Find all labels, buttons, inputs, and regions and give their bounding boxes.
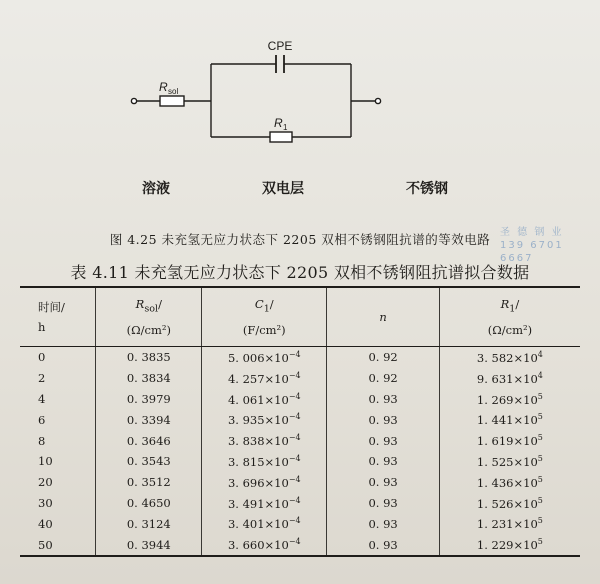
header-rsol: $R_{sol}/$ (Ω/cm²) xyxy=(96,287,202,347)
cell-r1: 1. $229\times 10^5$ xyxy=(439,534,580,556)
region-steel-label: 不锈钢 xyxy=(406,181,448,197)
cpe-label: CPE xyxy=(267,39,293,53)
cell-time: 4 xyxy=(38,391,46,406)
table-row xyxy=(20,409,580,430)
table-row xyxy=(20,534,580,556)
header-time: 时间/ h xyxy=(20,287,96,347)
table-header-row xyxy=(20,287,580,347)
cell-time: 2 xyxy=(38,371,46,386)
cell-rsol: 0. 3543 xyxy=(96,451,202,472)
cell-n: 0. 93 xyxy=(327,409,439,430)
cell-rsol: 0. 3979 xyxy=(96,389,202,410)
rsol-label-main: R xyxy=(159,80,168,94)
cell-time: 10 xyxy=(38,454,53,469)
cell-c1: 3. $401\times 10^{-4}$ xyxy=(202,513,327,534)
table-title: 表 4.11 未充氢无应力状态下 2205 双相不锈钢阻抗谱拟合数据 xyxy=(70,263,530,282)
cell-r1: 1. $526\times 10^5$ xyxy=(439,493,580,514)
r1-label-main: R xyxy=(274,116,283,130)
cell-n: 0. 92 xyxy=(327,347,439,368)
region-solution-label: 溶液 xyxy=(142,181,170,197)
cell-r1: 1. $436\times 10^5$ xyxy=(439,472,580,493)
cell-r1: 9. $631\times 10^4$ xyxy=(439,368,580,389)
cell-rsol: 0. 4650 xyxy=(96,493,202,514)
figure-caption: 图 4.25 未充氢无应力状态下 2205 双相不锈钢阻抗谱的等效电路 xyxy=(109,232,491,247)
table-row xyxy=(20,430,580,451)
cell-rsol: 0. 3512 xyxy=(96,472,202,493)
cell-c1: 4. $061\times 10^{-4}$ xyxy=(202,389,327,410)
output-terminal xyxy=(375,98,380,103)
cell-time: 8 xyxy=(38,433,46,448)
cell-r1: 1. $441\times 10^5$ xyxy=(439,409,580,430)
cell-c1: 3. $935\times 10^{-4}$ xyxy=(202,409,327,430)
cell-r1: 1. $231\times 10^5$ xyxy=(439,513,580,534)
rsol-resistor xyxy=(160,96,184,106)
r1-label-sub: 1 xyxy=(283,123,288,132)
region-double-layer-label: 双电层 xyxy=(262,181,304,197)
cell-n: 0. 93 xyxy=(327,430,439,451)
cell-r1: 1. $525\times 10^5$ xyxy=(439,451,580,472)
cell-c1: 3. $696\times 10^{-4}$ xyxy=(202,472,327,493)
cell-rsol: 0. 3124 xyxy=(96,513,202,534)
header-r1: $R_1/$ (Ω/cm²) xyxy=(439,287,580,347)
cell-n: 0. 93 xyxy=(327,472,439,493)
cell-r1: 1. $619\times 10^5$ xyxy=(439,430,580,451)
cell-n: 0. 93 xyxy=(327,513,439,534)
cell-n: 0. 93 xyxy=(327,493,439,514)
cell-r1: 3. $582\times 10^4$ xyxy=(439,347,580,368)
table-row xyxy=(20,513,580,534)
fitting-data-table xyxy=(20,286,580,557)
table-row xyxy=(20,368,580,389)
cell-rsol: 0. 3944 xyxy=(96,534,202,556)
cell-time: 50 xyxy=(20,534,96,556)
cell-c1: 4. $257\times 10^{-4}$ xyxy=(202,368,327,389)
watermark-stamp: 圣 德 钢 业 139 6701 6667 xyxy=(500,227,564,264)
cell-n: 0. 92 xyxy=(327,368,439,389)
cell-rsol: 0. 3646 xyxy=(96,430,202,451)
cell-time: 6 xyxy=(38,412,46,427)
table-row xyxy=(20,389,580,410)
cell-time: 20 xyxy=(38,475,53,490)
table-row xyxy=(20,493,580,514)
cell-c1: 3. $660\times 10^{-4}$ xyxy=(202,534,327,556)
table-row xyxy=(20,451,580,472)
cell-c1: 5. $006\times 10^{-4}$ xyxy=(202,347,327,368)
r1-resistor xyxy=(270,132,292,142)
cell-n: 0. 93 xyxy=(327,389,439,410)
cell-time: 40 xyxy=(38,516,53,531)
cell-rsol: 0. 3835 xyxy=(96,347,202,368)
table-row xyxy=(20,472,580,493)
cell-n: 0. 93 xyxy=(327,534,439,556)
cell-n: 0. 93 xyxy=(327,451,439,472)
cell-rsol: 0. 3394 xyxy=(96,409,202,430)
cell-c1: 3. $491\times 10^{-4}$ xyxy=(202,493,327,514)
cell-c1: 3. $838\times 10^{-4}$ xyxy=(202,430,327,451)
cell-time: 0 xyxy=(38,350,46,365)
cell-c1: 3. $815\times 10^{-4}$ xyxy=(202,451,327,472)
header-c1: $C_1/$ (F/cm²) xyxy=(202,287,327,347)
table-row xyxy=(20,347,580,368)
cell-r1: 1. $269\times 10^5$ xyxy=(439,389,580,410)
header-n: n xyxy=(327,287,439,347)
rsol-label-sub: sol xyxy=(168,87,179,96)
input-terminal xyxy=(131,98,136,103)
cell-rsol: 0. 3834 xyxy=(96,368,202,389)
cell-time: 30 xyxy=(38,495,53,510)
